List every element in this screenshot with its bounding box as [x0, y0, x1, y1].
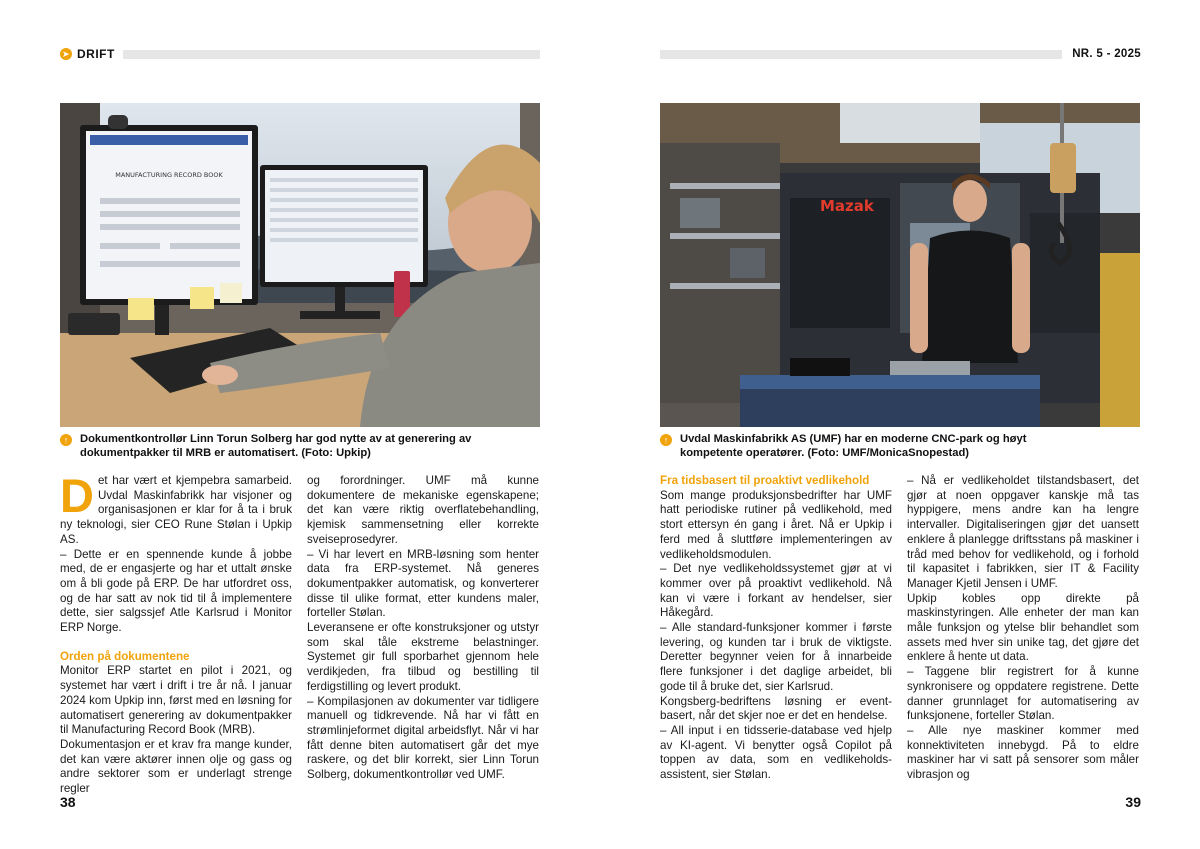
machine-brand: Mazak: [820, 197, 874, 215]
page-number-right: 39: [1125, 794, 1141, 810]
paragraph: – Alle nye maskiner kommer med konnektiviteten innebygd. På to eldre maskiner har vi satt på sensorer som måler vibrasjon og: [907, 723, 1139, 782]
arrow-up-circle-icon: ↑: [60, 434, 72, 446]
right-photo-caption: [660, 432, 1080, 460]
right-column-2: [907, 474, 1139, 783]
arrow-up-circle-icon: ↑: [660, 434, 672, 446]
header-rule: [123, 50, 540, 59]
caption-text: Dokumentkontrollør Linn Torun Solberg har god nytte av at generering av dokumentpakker til MRB er automatisert. (Foto: Upkip): [80, 433, 472, 459]
paragraph: – Nå er vedlikeholdet tilstandsbasert, det gjør at noen oppgaver kanskje må tas hyppigere, mens andre kan ha lengre intervaller. Digitaliseringen gjør det uansett enklere å planlegge driftsstans på maskiner i tråd med behov for vedlikehold, og i forhold til kapasitet i fabrikken, sier IT & Facility Manager Kjetil Jensen i UMF.: [907, 474, 1139, 590]
right-page: [600, 0, 1200, 849]
left-column-1: [60, 469, 292, 797]
paragraph: Upkip kobles opp direkte på maskinstyringen. Alle enheter der man kan måle funksjon og ytelse blir behandlet som assets med hver sin unike tag, det gjøre det enklere å hente ut data.: [907, 591, 1139, 664]
section-label: [60, 47, 115, 61]
caption-text: Uvdal Maskinfabrikk AS (UMF) har en moderne CNC-park og høyt kompetente operatører. (Foto: UMF/MonicaSnopestad): [680, 433, 1027, 459]
header-rule: [660, 50, 1062, 59]
paragraph: – Det nye vedlikeholdssystemet gjør at vi kommer over på proaktivt vedlikehold. Nå kan vi være i forkant av hendelser, sier Håkegård.: [660, 562, 892, 620]
paragraph: Leveransene er ofte konstruksjoner og utstyr som skal tåle ekstreme belastninger. Systemet gir full sporbarhet gjennom hele verdikjeden, fra tilbud og bestilling til ferdigstilling og levert produkt.: [307, 621, 539, 693]
left-photo-caption: [60, 432, 480, 460]
paragraph: – Kompilasjonen av dokumenter var tidligere manuell og tidkrevende. Nå har vi fått en strømlinjeformet digital arbeidsflyt. Når vi har fått denne biten automatisert går det mye raskere, og det blir korrekt, sier Linn Torun Solberg, dokumentkontrollør ved UMF.: [307, 694, 539, 782]
screen-title: MANUFACTURING RECORD BOOK: [115, 171, 223, 179]
paragraph: og forordninger. UMF må kunne dokumentere de mekaniske egenskapene; det kan være riktig overflatebehandling, kjemisk sammensetning eller korrekte sveiseprosedyrer.: [307, 474, 539, 546]
left-column-2: [307, 474, 539, 783]
subheading: Orden på dokumentene: [60, 649, 190, 663]
paragraph: et har vært et kjempebra samarbeid. Uvdal Maskinfabrikk har visjoner og organisasjonen er klar for å ta i bruk ny teknologi, sier CEO Rune Stølan i Upkip AS.: [60, 474, 292, 546]
arrow-right-circle-icon: ➤: [61, 49, 71, 59]
paragraph: – All input i en tidsserie-database ved hjelp av KI-agent. Vi benytter også Copilot på toppen av data, som en vedlikeholds-assistent, sier Stølan.: [660, 723, 892, 782]
paragraph: Kongsberg-bedriftens løsning er event-basert, når det skjer noe er det en hendelse.: [660, 694, 892, 723]
dropcap: D: [60, 469, 94, 522]
paragraph: – Taggene blir registrert for å kunne synkronisere og oppdatere registrene. Dette danner grunnlaget for automatisering av funksjonene, forteller Stølan.: [907, 665, 1139, 723]
paragraph: – Alle standard-funksjoner kommer i første levering, og kunden tar i bruk de viktigste. Deretter begynner veien for å innarbeide flere funksjoner i det daglige arbeidet, bli gode til å bruke det, sier Karlsrud.: [660, 621, 892, 693]
page-number-left: 38: [60, 794, 76, 810]
section-title: DRIFT: [77, 47, 115, 61]
right-column-1: [660, 474, 892, 783]
intro-paragraph: [60, 469, 292, 548]
paragraph: Monitor ERP startet en pilot i 2021, og systemet har vært i drift i tre år nå. I januar 2024 kom Upkip inn, først med en løsning for automatisert generering av dokumentpakker til Manufacturing Record Book (MRB).: [60, 664, 292, 737]
factory-photo: [660, 103, 1140, 427]
subheading: Fra tidsbasert til proaktivt vedlikehold: [660, 474, 870, 487]
paragraph: – Dette er en spennende kunde å jobbe med, de er engasjerte og har et uttalt ønske om å bli gode på ERP. De har utfordret oss, og de har satt av nok tid til å implementere dette, sier salgssjef Atle Karlsrud i Monitor ERP Norge.: [60, 547, 292, 635]
paragraph: Som mange produksjonsbedrifter har UMF hatt periodiske rutiner på vedlikehold, med stort ettersyn én gang i året. Nå er Upkip i ferd med å sluttføre implementeringen av vedlikeholdsmodulen.: [660, 488, 892, 561]
office-photo: [60, 103, 540, 427]
issue-label: NR. 5 - 2025: [1072, 48, 1141, 60]
paragraph: Dokumentasjon er et krav fra mange kunder, det kan være aktører innen olje og gass og andre sektorer som er underlagt strenge regler: [60, 737, 292, 796]
paragraph: – Vi har levert en MRB-løsning som henter data fra ERP-systemet. Nå generes dokumentpakker automatisk, og konverterer disse til ulike format, etter kundens maler, forteller Stølan.: [307, 547, 539, 620]
